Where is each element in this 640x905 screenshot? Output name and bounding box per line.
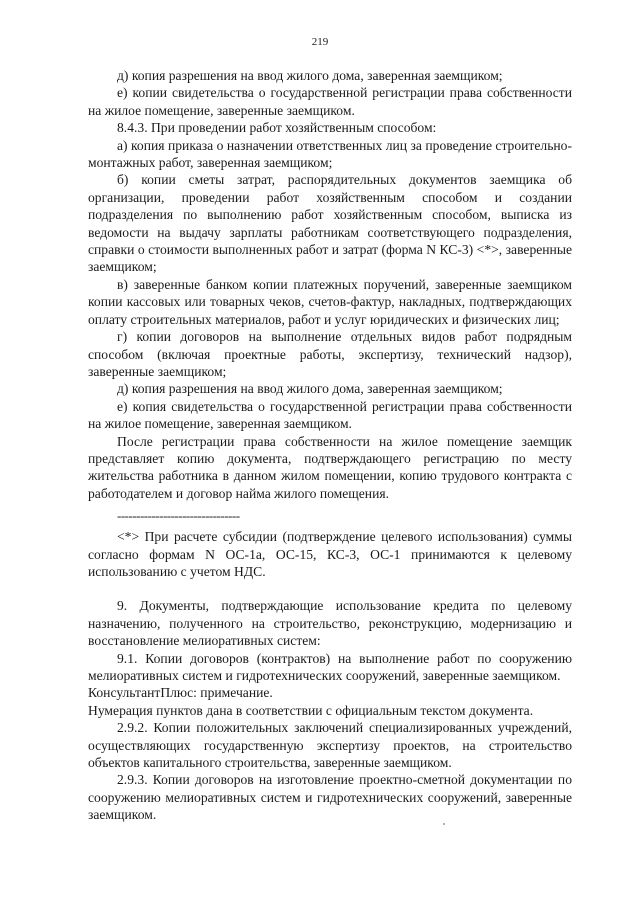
paragraph-e-1: е) копии свидетельства о государственной регистрации права собственности на жилое помещение, заверенные заемщиком.: [88, 85, 572, 118]
page-number: 219: [311, 36, 329, 48]
spacer: [88, 580, 572, 597]
footnote-separator: --------------------------------: [117, 508, 240, 524]
paragraph-v: в) заверенные банком копии платежных поручений, заверенные заемщиком копии кассовых или товарных чеков, счетов-фактур, накладных, подтверждающих оплату строительных материалов, работ и услуг юридических и физических лиц;: [88, 276, 572, 327]
footnote: <*> При расчете субсидии (подтверждение целевого использования) суммы согласно формам N ОС-1а, ОС-15, КС-3, ОС-1 принимаются к целевому использованию с учетом НДС.: [88, 529, 572, 579]
scan-speck: [443, 823, 445, 825]
note-title: КонсультантПлюс: примечание.: [88, 685, 273, 701]
paragraph-d-1: д) копия разрешения на ввод жилого дома, заверенная заемщиком;: [117, 68, 503, 83]
section-2-9-3: 2.9.3. Копии договоров на изготовление проектно-сметной документации по сооружению мелиоративных систем и гидротехнических сооружений, заверенные заемщиком.: [88, 772, 572, 823]
document-body: [88, 67, 572, 824]
paragraph-a: а) копия приказа о назначении ответственных лиц за проведение строительно-монтажных работ, заверенная заемщиком;: [88, 137, 572, 171]
paragraph-d-2: д) копия разрешения на ввод жилого дома, заверенная заемщиком;: [117, 381, 503, 397]
section-9-1: 9.1. Копии договоров (контрактов) на выполнение работ по сооружению мелиоративных систем и гидротехнических сооружений, заверенные заемщиком.: [88, 650, 572, 683]
paragraph-e-2: е) копия свидетельства о государственной регистрации права собственности на жилое помещение, заверенная заемщиком.: [88, 398, 572, 432]
paragraph-8-4-3: 8.4.3. При проведении работ хозяйственным способом:: [117, 120, 437, 136]
section-2-9-2: 2.9.2. Копии положительных заключений специализированных учреждений, осуществляющих государственную экспертизу проектов, на строительство объектов капитального строительства, заверенные заемщиком.: [88, 720, 572, 771]
paragraph-b: б) копии сметы затрат, распорядительных документов заемщика об организации, проведении работ хозяйственным способом и создании подразделения по выполнению работ хозяйственным способом, выписка из ведомости на выдачу зарплаты работникам соответствующего подразделения, справки о стоимости выполненных работ и затрат (форма N КС-3) <*>, заверенные заемщиком;: [88, 172, 572, 275]
note-text: Нумерация пунктов дана в соответствии с официальным текстом документа.: [88, 702, 534, 718]
section-9-heading: 9. Документы, подтверждающие использование кредита по целевому назначению, полученного на строительство, реконструкцию, модернизацию и восстановление мелиоративных систем:: [88, 598, 572, 649]
paragraph-g: г) копии договоров на выполнение отдельных видов работ подрядным способом (включая проектные работы, экспертизу, технический надзор), заверенные заемщиком;: [88, 329, 572, 379]
paragraph-registration: После регистрации права собственности на жилое помещение заемщик представляет копию документа, подтверждающего регистрацию по месту жительства работника в данном жилом помещении, копию трудового контракта с работодателем и договор найма жилого помещения.: [88, 433, 572, 501]
